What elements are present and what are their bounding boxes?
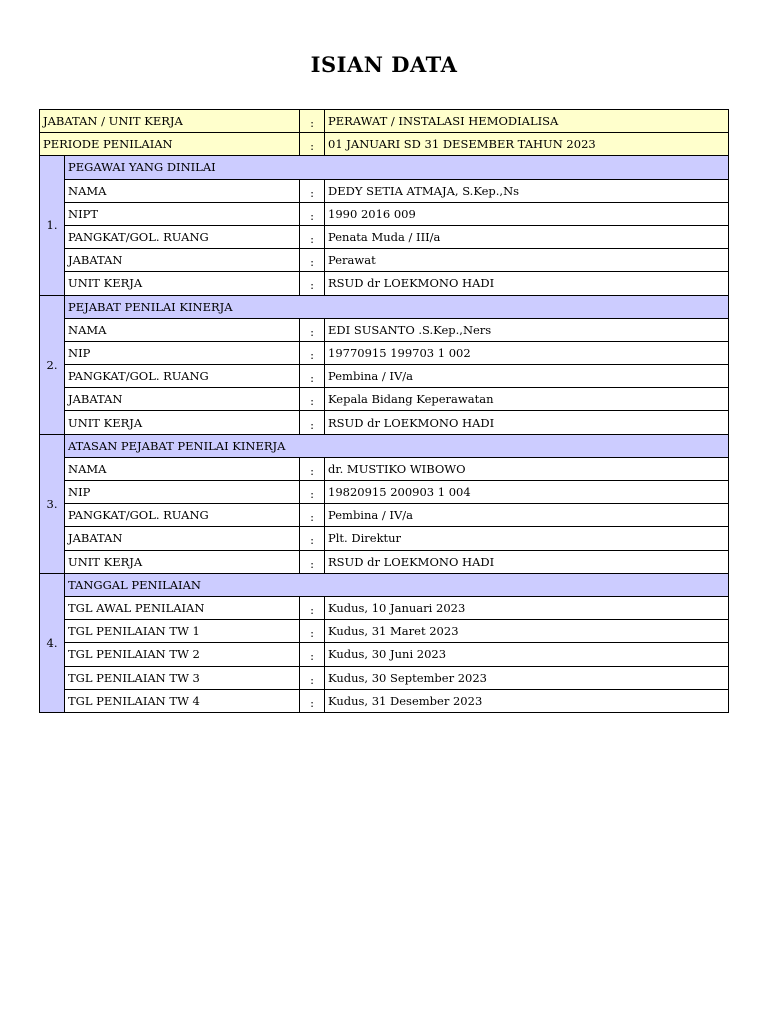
- section-title: PEGAWAI YANG DINILAI: [65, 156, 729, 179]
- detail-colon: [300, 179, 325, 202]
- detail-value: dr. MUSTIKO WIBOWO: [325, 457, 729, 480]
- detail-label: NIP: [65, 341, 300, 364]
- section-number: 3.: [40, 434, 65, 573]
- detail-label: NIPT: [65, 202, 300, 225]
- detail-label: PANGKAT/GOL. RUANG: [65, 225, 300, 248]
- header-row-jabatan-unit-kerja: [40, 110, 729, 133]
- detail-colon: [300, 620, 325, 643]
- detail-value: Plt. Direktur: [325, 527, 729, 550]
- section-header-row: [40, 295, 729, 318]
- header-row-value: PERAWAT / INSTALASI HEMODIALISA: [325, 110, 729, 133]
- section-header-row: [40, 156, 729, 179]
- colon-glyph: :: [310, 510, 314, 525]
- colon-glyph: :: [310, 533, 314, 548]
- section-title: TANGGAL PENILAIAN: [65, 573, 729, 596]
- detail-colon: [300, 225, 325, 248]
- detail-colon: [300, 457, 325, 480]
- detail-value: DEDY SETIA ATMAJA, S.Kep.,Ns: [325, 179, 729, 202]
- header-row-value: 01 JANUARI SD 31 DESEMBER TAHUN 2023: [325, 133, 729, 156]
- detail-value: RSUD dr LOEKMONO HADI: [325, 272, 729, 295]
- detail-row: [40, 388, 729, 411]
- detail-colon: [300, 504, 325, 527]
- detail-label: TGL AWAL PENILAIAN: [65, 596, 300, 619]
- section-header-row: [40, 434, 729, 457]
- detail-colon: [300, 341, 325, 364]
- detail-value: RSUD dr LOEKMONO HADI: [325, 550, 729, 573]
- detail-row: [40, 666, 729, 689]
- detail-row: [40, 225, 729, 248]
- detail-label: UNIT KERJA: [65, 550, 300, 573]
- header-row-colon: :: [300, 110, 325, 133]
- detail-row: [40, 272, 729, 295]
- page-title: ISIAN DATA: [310, 52, 458, 77]
- section-title: PEJABAT PENILAI KINERJA: [65, 295, 729, 318]
- colon-glyph: :: [310, 371, 314, 386]
- detail-colon: [300, 550, 325, 573]
- detail-value: Pembina / IV/a: [325, 504, 729, 527]
- detail-label: JABATAN: [65, 527, 300, 550]
- detail-colon: [300, 411, 325, 434]
- colon-glyph: :: [310, 672, 314, 687]
- colon-glyph: :: [310, 695, 314, 710]
- detail-colon: [300, 689, 325, 712]
- detail-value: EDI SUSANTO .S.Kep.,Ners: [325, 318, 729, 341]
- section-title: ATASAN PEJABAT PENILAI KINERJA: [65, 434, 729, 457]
- colon-glyph: :: [310, 255, 314, 270]
- header-row-label: PERIODE PENILAIAN: [40, 133, 300, 156]
- detail-row: [40, 179, 729, 202]
- detail-row: [40, 643, 729, 666]
- detail-label: TGL PENILAIAN TW 4: [65, 689, 300, 712]
- header-row-colon: :: [300, 133, 325, 156]
- detail-value: Kudus, 30 September 2023: [325, 666, 729, 689]
- colon-glyph: :: [310, 324, 314, 339]
- detail-row: [40, 527, 729, 550]
- detail-row: [40, 365, 729, 388]
- detail-colon: [300, 643, 325, 666]
- detail-row: [40, 689, 729, 712]
- detail-row: [40, 202, 729, 225]
- detail-colon: [300, 202, 325, 225]
- section-number: 2.: [40, 295, 65, 434]
- detail-label: NAMA: [65, 318, 300, 341]
- header-row-periode-penilaian: [40, 133, 729, 156]
- detail-value: Kudus, 10 Januari 2023: [325, 596, 729, 619]
- detail-row: [40, 481, 729, 504]
- detail-row: [40, 341, 729, 364]
- detail-row: [40, 457, 729, 480]
- header-row-label: JABATAN / UNIT KERJA: [40, 110, 300, 133]
- detail-value: Kudus, 30 Juni 2023: [325, 643, 729, 666]
- detail-colon: [300, 388, 325, 411]
- colon-glyph: :: [310, 394, 314, 409]
- colon-glyph: :: [310, 487, 314, 502]
- detail-label: JABATAN: [65, 249, 300, 272]
- detail-value: Kudus, 31 Maret 2023: [325, 620, 729, 643]
- detail-row: [40, 550, 729, 573]
- colon-glyph: :: [310, 232, 314, 247]
- detail-value: 1990 2016 009: [325, 202, 729, 225]
- colon-glyph: :: [310, 208, 314, 223]
- colon-glyph: :: [310, 347, 314, 362]
- detail-label: TGL PENILAIAN TW 2: [65, 643, 300, 666]
- data-table: [39, 109, 729, 713]
- colon-glyph: :: [310, 626, 314, 641]
- section-number: 1.: [40, 156, 65, 295]
- detail-colon: [300, 272, 325, 295]
- detail-colon: [300, 365, 325, 388]
- detail-label: TGL PENILAIAN TW 1: [65, 620, 300, 643]
- detail-row: [40, 620, 729, 643]
- colon-glyph: :: [310, 463, 314, 478]
- detail-label: JABATAN: [65, 388, 300, 411]
- detail-colon: [300, 527, 325, 550]
- detail-label: UNIT KERJA: [65, 272, 300, 295]
- detail-value: Kudus, 31 Desember 2023: [325, 689, 729, 712]
- detail-row: [40, 504, 729, 527]
- colon-glyph: :: [310, 417, 314, 432]
- detail-colon: [300, 481, 325, 504]
- detail-label: PANGKAT/GOL. RUANG: [65, 504, 300, 527]
- detail-row: [40, 249, 729, 272]
- data-table-body: [40, 110, 729, 713]
- detail-row: [40, 318, 729, 341]
- detail-row: [40, 411, 729, 434]
- colon-glyph: :: [310, 278, 314, 293]
- detail-value: Kepala Bidang Keperawatan: [325, 388, 729, 411]
- detail-colon: [300, 666, 325, 689]
- detail-value: 19770915 199703 1 002: [325, 341, 729, 364]
- detail-label: NAMA: [65, 179, 300, 202]
- colon-glyph: :: [310, 649, 314, 664]
- detail-value: Penata Muda / III/a: [325, 225, 729, 248]
- section-header-row: [40, 573, 729, 596]
- detail-value: Pembina / IV/a: [325, 365, 729, 388]
- detail-colon: [300, 249, 325, 272]
- colon-glyph: :: [310, 185, 314, 200]
- detail-label: TGL PENILAIAN TW 3: [65, 666, 300, 689]
- detail-label: NIP: [65, 481, 300, 504]
- colon-glyph: :: [310, 603, 314, 618]
- detail-label: PANGKAT/GOL. RUANG: [65, 365, 300, 388]
- detail-label: NAMA: [65, 457, 300, 480]
- detail-label: UNIT KERJA: [65, 411, 300, 434]
- detail-value: 19820915 200903 1 004: [325, 481, 729, 504]
- detail-value: RSUD dr LOEKMONO HADI: [325, 411, 729, 434]
- detail-value: Perawat: [325, 249, 729, 272]
- colon-glyph: :: [310, 556, 314, 571]
- detail-colon: [300, 596, 325, 619]
- detail-row: [40, 596, 729, 619]
- detail-colon: [300, 318, 325, 341]
- section-number: 4.: [40, 573, 65, 712]
